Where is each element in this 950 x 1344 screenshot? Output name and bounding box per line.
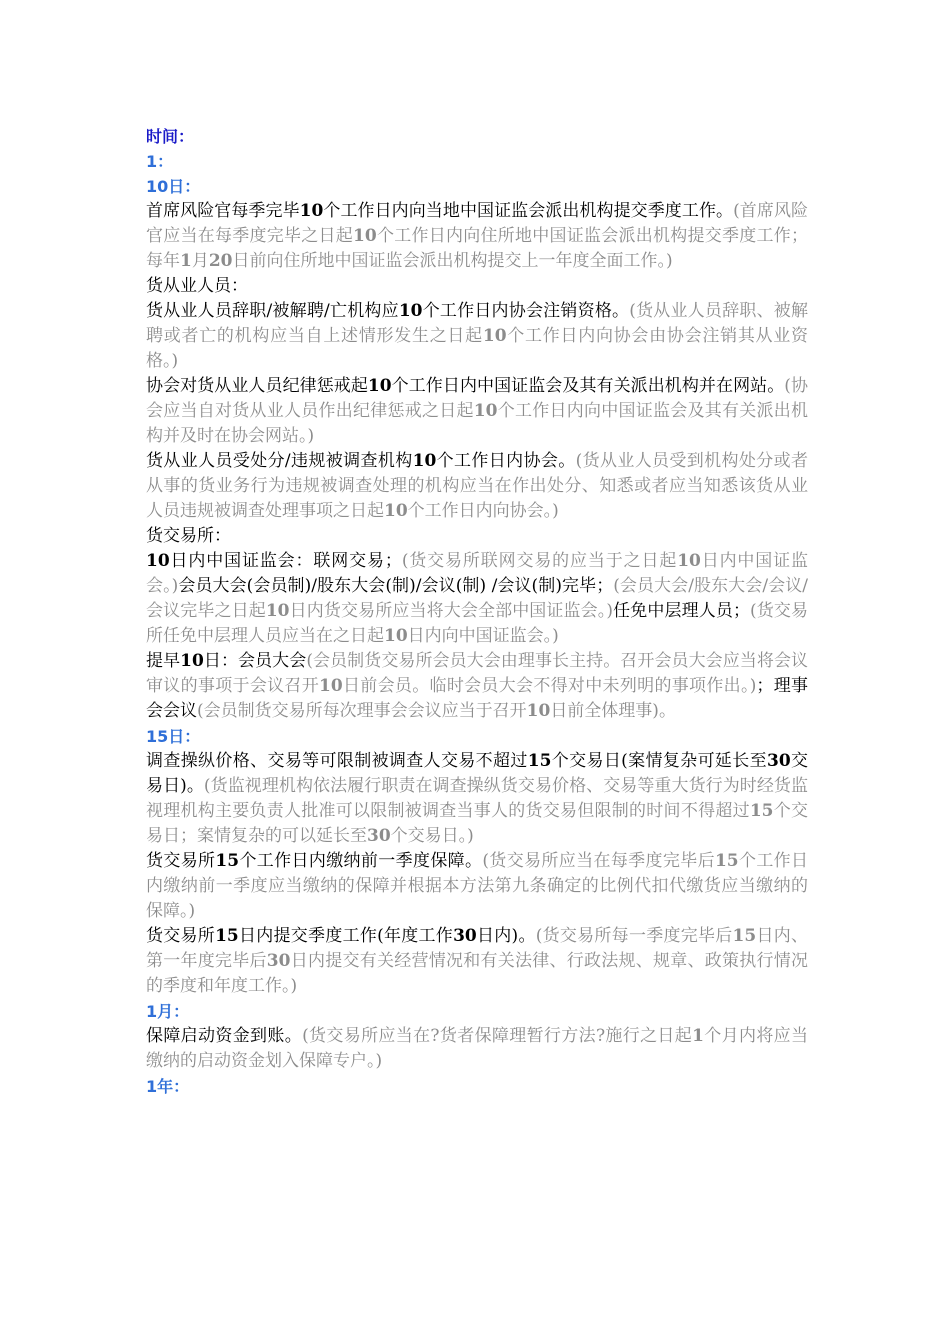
paragraph-guarantee-payment xyxy=(146,849,808,924)
note: (货交易所联网交易的应当于之日起10日内中国证监会。) xyxy=(146,551,809,596)
text: 个交易日(案情复杂可延长至 xyxy=(551,751,767,771)
note: (货交易所每一季度完毕后15日内、第一年度完毕后30日内提交有关经营情况和有关法律、行政法规、规章、政策执行情况的季度和年度工作。) xyxy=(146,926,808,996)
text: 货从业人员辞职/被解聘/亡机构应 xyxy=(146,301,399,321)
number: 10 xyxy=(299,201,324,221)
text: 任免中层理人员； xyxy=(613,601,751,621)
paragraph-staff-resign xyxy=(146,299,808,374)
number: 10 xyxy=(367,376,392,396)
paragraph-quarterly-report xyxy=(146,924,808,999)
text: 个工作日内缴纳前一季度保障。 xyxy=(239,851,483,871)
number: 15 xyxy=(527,751,552,771)
note: (货从业人员受到机构处分或者从事的货业务行为违规被调查处理的机构应当在作出处分、知悉或者应当知悉该货从业人员违规被调查处理事项之日起10个工作日内向协会。) xyxy=(146,451,808,521)
note: (首席风险官应当在每季度完毕之日起10个工作日内向住所地中国证监会派出机构提交季度工作；每年1月20日前向住所地中国证监会派出机构提交上一年度全面工作。) xyxy=(146,201,809,271)
text: 货从业人员受处分/违规被调查机构 xyxy=(146,451,413,471)
note: (会员制货交易所会员大会由理事长主持。召开会员大会应当将会议审议的事项于会议召开10日前会员。临时会员大会不得对中未列明的事项作出。) xyxy=(146,651,809,696)
text: 货交易所 xyxy=(146,926,216,946)
text: 协会对货从业人员纪律惩戒起 xyxy=(146,376,368,396)
number: 10 xyxy=(146,551,170,571)
paragraph-punishment xyxy=(146,449,808,524)
paragraph-investigation xyxy=(146,749,808,849)
text: 首席风险官每季完毕 xyxy=(146,201,300,221)
text: 日内提交季度工作(年度工作 xyxy=(238,926,454,946)
note: (货监视理机构依法履行职责在调查操纵货交易价格、交易等重大货行为时经货监视理机构主要负责人批准可以限制被调查当事人的货交易但限制的时间不得超过15个交易日；案情复杂的可以延长至30个交易日。) xyxy=(146,776,809,846)
text: 日内中国证监会：联网交易； xyxy=(169,551,402,571)
heading-one-month: 1月： xyxy=(146,1002,190,1021)
text: 调查操纵价格、交易等可限制被调查人交易不超过 xyxy=(146,751,528,771)
number: 15 xyxy=(215,851,240,871)
heading-one: 1： xyxy=(146,152,174,171)
number: 10 xyxy=(412,451,437,471)
text: 会员大会(会员制)/股东大会(制)/会议(制) /会议(制)完毕； xyxy=(178,576,614,596)
text: 个工作日内协会。 xyxy=(436,451,576,471)
paragraph-startup-funds xyxy=(146,1024,808,1074)
text: 日内)。 xyxy=(476,926,536,946)
number: 30 xyxy=(453,926,477,946)
document-page xyxy=(146,124,808,1099)
label-staff: 货从业人员： xyxy=(146,276,248,296)
heading-ten-days: 10日： xyxy=(146,177,201,196)
note: (货从业人员辞职、被解聘或者亡的机构应当自上述情形发生之日起10个工作日内向协会由协会注销其从业资格。) xyxy=(146,301,809,371)
paragraph-exchange-10-days xyxy=(146,549,808,649)
text: 个工作日内向当地中国证监会派出机构提交季度工作。 xyxy=(323,201,734,221)
label-exchange: 货交易所： xyxy=(146,526,231,546)
number: 10 xyxy=(398,301,423,321)
text: 保障启动资金到账。 xyxy=(146,1026,303,1046)
note: (会员大会/股东大会/会议/会议完毕之日起10日内货交易所应当将大会全部中国证监会。) xyxy=(146,576,808,621)
note: (货交易所应当在每季度完毕后15个工作日内缴纳前一季度应当缴纳的保障并根据本方法第九条确定的比例代扣代缴货应当缴纳的保障。) xyxy=(146,851,809,921)
heading-fifteen-days: 15日： xyxy=(146,727,201,746)
heading-time: 时间： xyxy=(146,127,195,146)
paragraph-advance-10-days xyxy=(146,649,808,724)
text: 个工作日内协会注销资格。 xyxy=(422,301,630,321)
text: 日：会员大会 xyxy=(203,651,307,671)
paragraph-discipline xyxy=(146,374,808,449)
note: (货交易所任免中层理人员应当在之日起10日内向中国证监会。) xyxy=(146,601,809,646)
number: 30 xyxy=(766,751,791,771)
paragraph-chief-risk-officer xyxy=(146,199,808,274)
number: 15 xyxy=(215,926,239,946)
text: 提早 xyxy=(146,651,181,671)
text: 个工作日内中国证监会及其有关派出机构并在网站。 xyxy=(391,376,785,396)
text: 货交易所 xyxy=(146,851,216,871)
text: ；理事会会议 xyxy=(146,676,809,721)
number: 10 xyxy=(180,651,204,671)
note: (货交易所应当在?货者保障理暂行方法?施行之日起1个月内将应当缴纳的启动资金划入保障专户。) xyxy=(146,1026,809,1071)
text: 交易日)。 xyxy=(146,751,809,796)
note: (会员制货交易所每次理事会会议应当于召开10日前全体理事)。 xyxy=(197,701,676,721)
heading-one-year: 1年： xyxy=(146,1077,190,1096)
note: (协会应当自对货从业人员作出纪律惩戒之日起10个工作日内向中国证监会及其有关派出机构并及时在协会网站。) xyxy=(146,376,809,446)
